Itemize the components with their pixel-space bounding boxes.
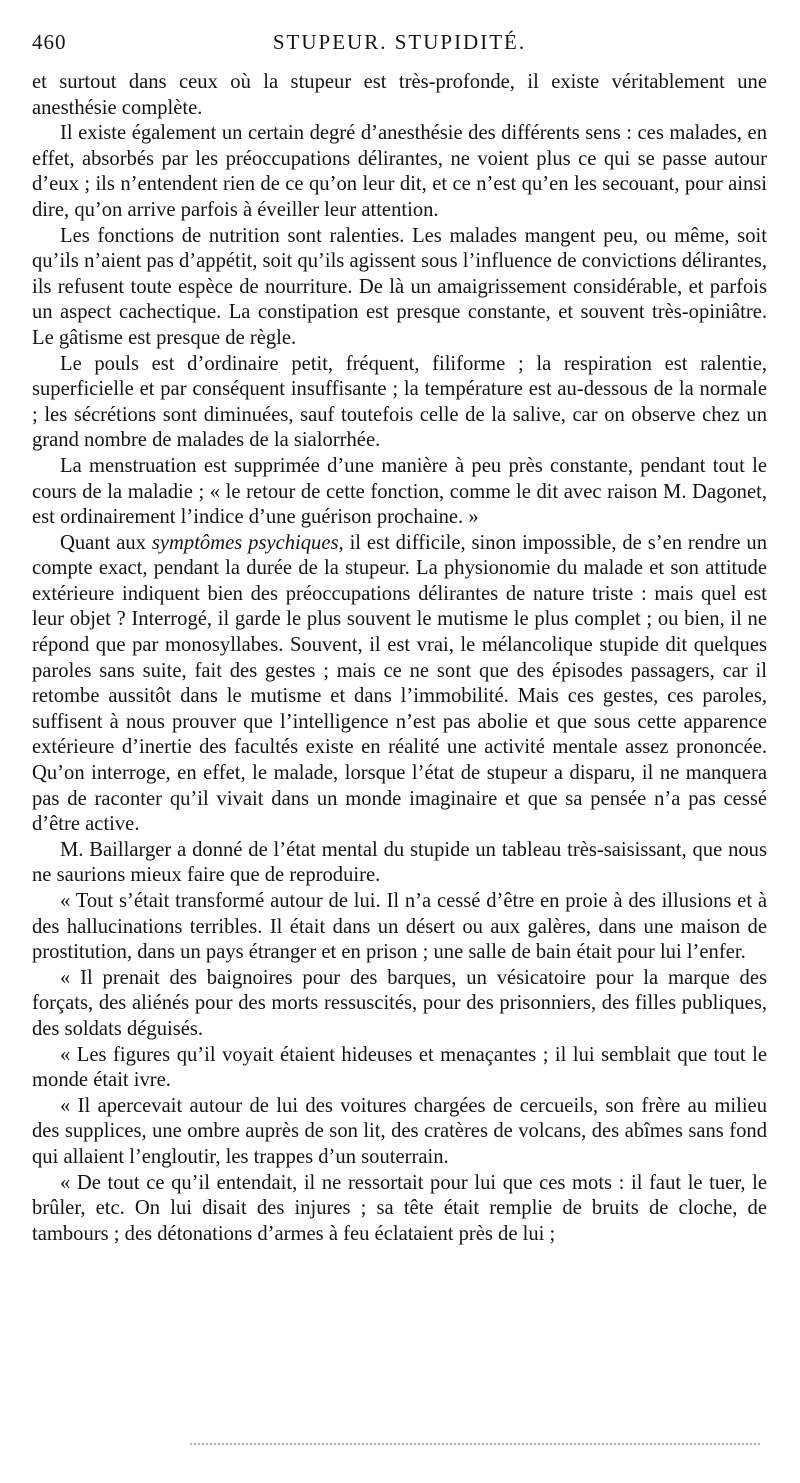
paragraph-baillarger: M. Baillarger a donné de l’état mental du stupide un tableau très-saisissant, que nous ne saurions mieux faire que de reproduire. [32, 838, 767, 887]
paragraph-pulse-respiration: Le pouls est d’ordinaire petit, fréquent, filiforme ; la respiration est ralentie, superficielle et par conséquent insuffisante ; la température est au-dessous de la normale ; les sécrétions sont diminuées, sauf toutefois celle de la salive, car on observe chez un grand nombre de malades de la sialorrhée. [32, 352, 767, 452]
quote-paragraph-entendait: « De tout ce qu’il entendait, il ne ressortait pour lui que ces mots : il faut le tuer, le brûler, etc. On lui disait des injures ; sa tête était remplie de bruits de cloche, de tambours ; des détonations d’armes à feu éclataient près de lui ; [32, 1171, 767, 1245]
paragraph-nutrition: Les fonctions de nutrition sont ralenties. Les malades mangent peu, ou même, soit qu’ils n’aient pas d’appétit, soit qu’ils agissent sous l’influence de convictions délirantes, ils refusent toute espèce de nourriture. De là un amaigrissement considérable, et parfois un aspect cachectique. La constipation est presque constante, et souvent très-opiniâtre. Le gâtisme est presque de règle. [32, 224, 767, 349]
quote-paragraph-transformed: « Tout s’était transformé autour de lui. Il n’a cessé d’être en proie à des illusions et à des hallucinations terribles. Il était dans un désert ou aux galères, dans une maison de prostitution, dans un pays étranger et en prison ; une salle de bain était pour lui l’enfer. [32, 890, 767, 964]
quote-paragraph-baignoires: « Il prenait des baignoires pour des barques, un vésicatoire pour la marque des forçats, des aliénés pour des morts ressuscités, pour des prisonniers, des filles publiques, des soldats déguisés. [32, 966, 767, 1040]
quote-paragraph-figures: « Les figures qu’il voyait étaient hideuses et menaçantes ; il lui semblait que tout le monde était ivre. [32, 1043, 767, 1092]
running-header [32, 30, 767, 60]
page-number: 460 [32, 30, 67, 54]
paragraph-psychic-symptoms [32, 531, 767, 838]
paragraph-psychic-symptoms-body: , il est difficile, sinon impossible, de s’en rendre un compte exact, pendant la durée de la stupeur. La physionomie du malade et son attitude extérieure indiquent bien des préoccupations délirantes de nature triste : mais quel est leur objet ? Interrogé, il garde le plus souvent le mutisme le plus complet ; ou bien, il ne répond que par monosyllabes. Souvent, il est vrai, le mélancolique stupide dit quelques paroles sans suite, fait des gestes ; mais ce ne sont que des épisodes passagers, car il retombe aussitôt dans le mutisme et dans l’immobilité. Mais ces gestes, ces paroles, suffisent à nous prouver que l’intelligence n’est pas abolie et que sous cette apparence extérieure d’inertie des facultés existe en réalité une activité mentale assez prononcée. Qu’on interroge, en effet, le malade, lorsque l’état de stupeur a disparu, il ne manquera pas de raconter qu’il vivait dans un monde imaginaire et que sa pensée n’a pas cessé d’être active. [32, 531, 767, 836]
quote-paragraph-voitures: « Il apercevait autour de lui des voitures chargées de cercueils, son frère au milieu des supplices, une ombre auprès de son lit, des cratères de volcans, des abîmes sans fond qui allaient l’engloutir, les trappes d’un souterrain. [32, 1094, 767, 1168]
paragraph-continued: et surtout dans ceux où la stupeur est très-profonde, il existe véritablement une anesthésie complète. [32, 71, 767, 119]
italic-term: symptômes psychiques [151, 531, 339, 554]
footer-rule [190, 1443, 760, 1445]
paragraph-menstruation: La menstruation est supprimée d’une manière à peu près constante, pendant tout le cours de la maladie ; « le retour de cette fonction, comme le dit avec raison M. Dagonet, est ordinairement l’indice d’une guérison prochaine. » [32, 454, 767, 529]
paragraph-anesthesia-senses: Il existe également un certain degré d’anesthésie des différents sens : ces malades, en effet, absorbés par les préoccupations délirantes, ne voient plus ce qui se passe autour d’eux ; ils n’entendent rien de ce qu’on leur dit, et ce n’est qu’en les secouant, pour ainsi dire, qu’on arrive parfois à éveiller leur attention. [32, 122, 767, 221]
paragraph-psychic-symptoms-lead: Quant aux [60, 531, 152, 554]
body-text [32, 70, 767, 1247]
running-title: STUPEUR. STUPIDITÉ. [272, 30, 527, 54]
